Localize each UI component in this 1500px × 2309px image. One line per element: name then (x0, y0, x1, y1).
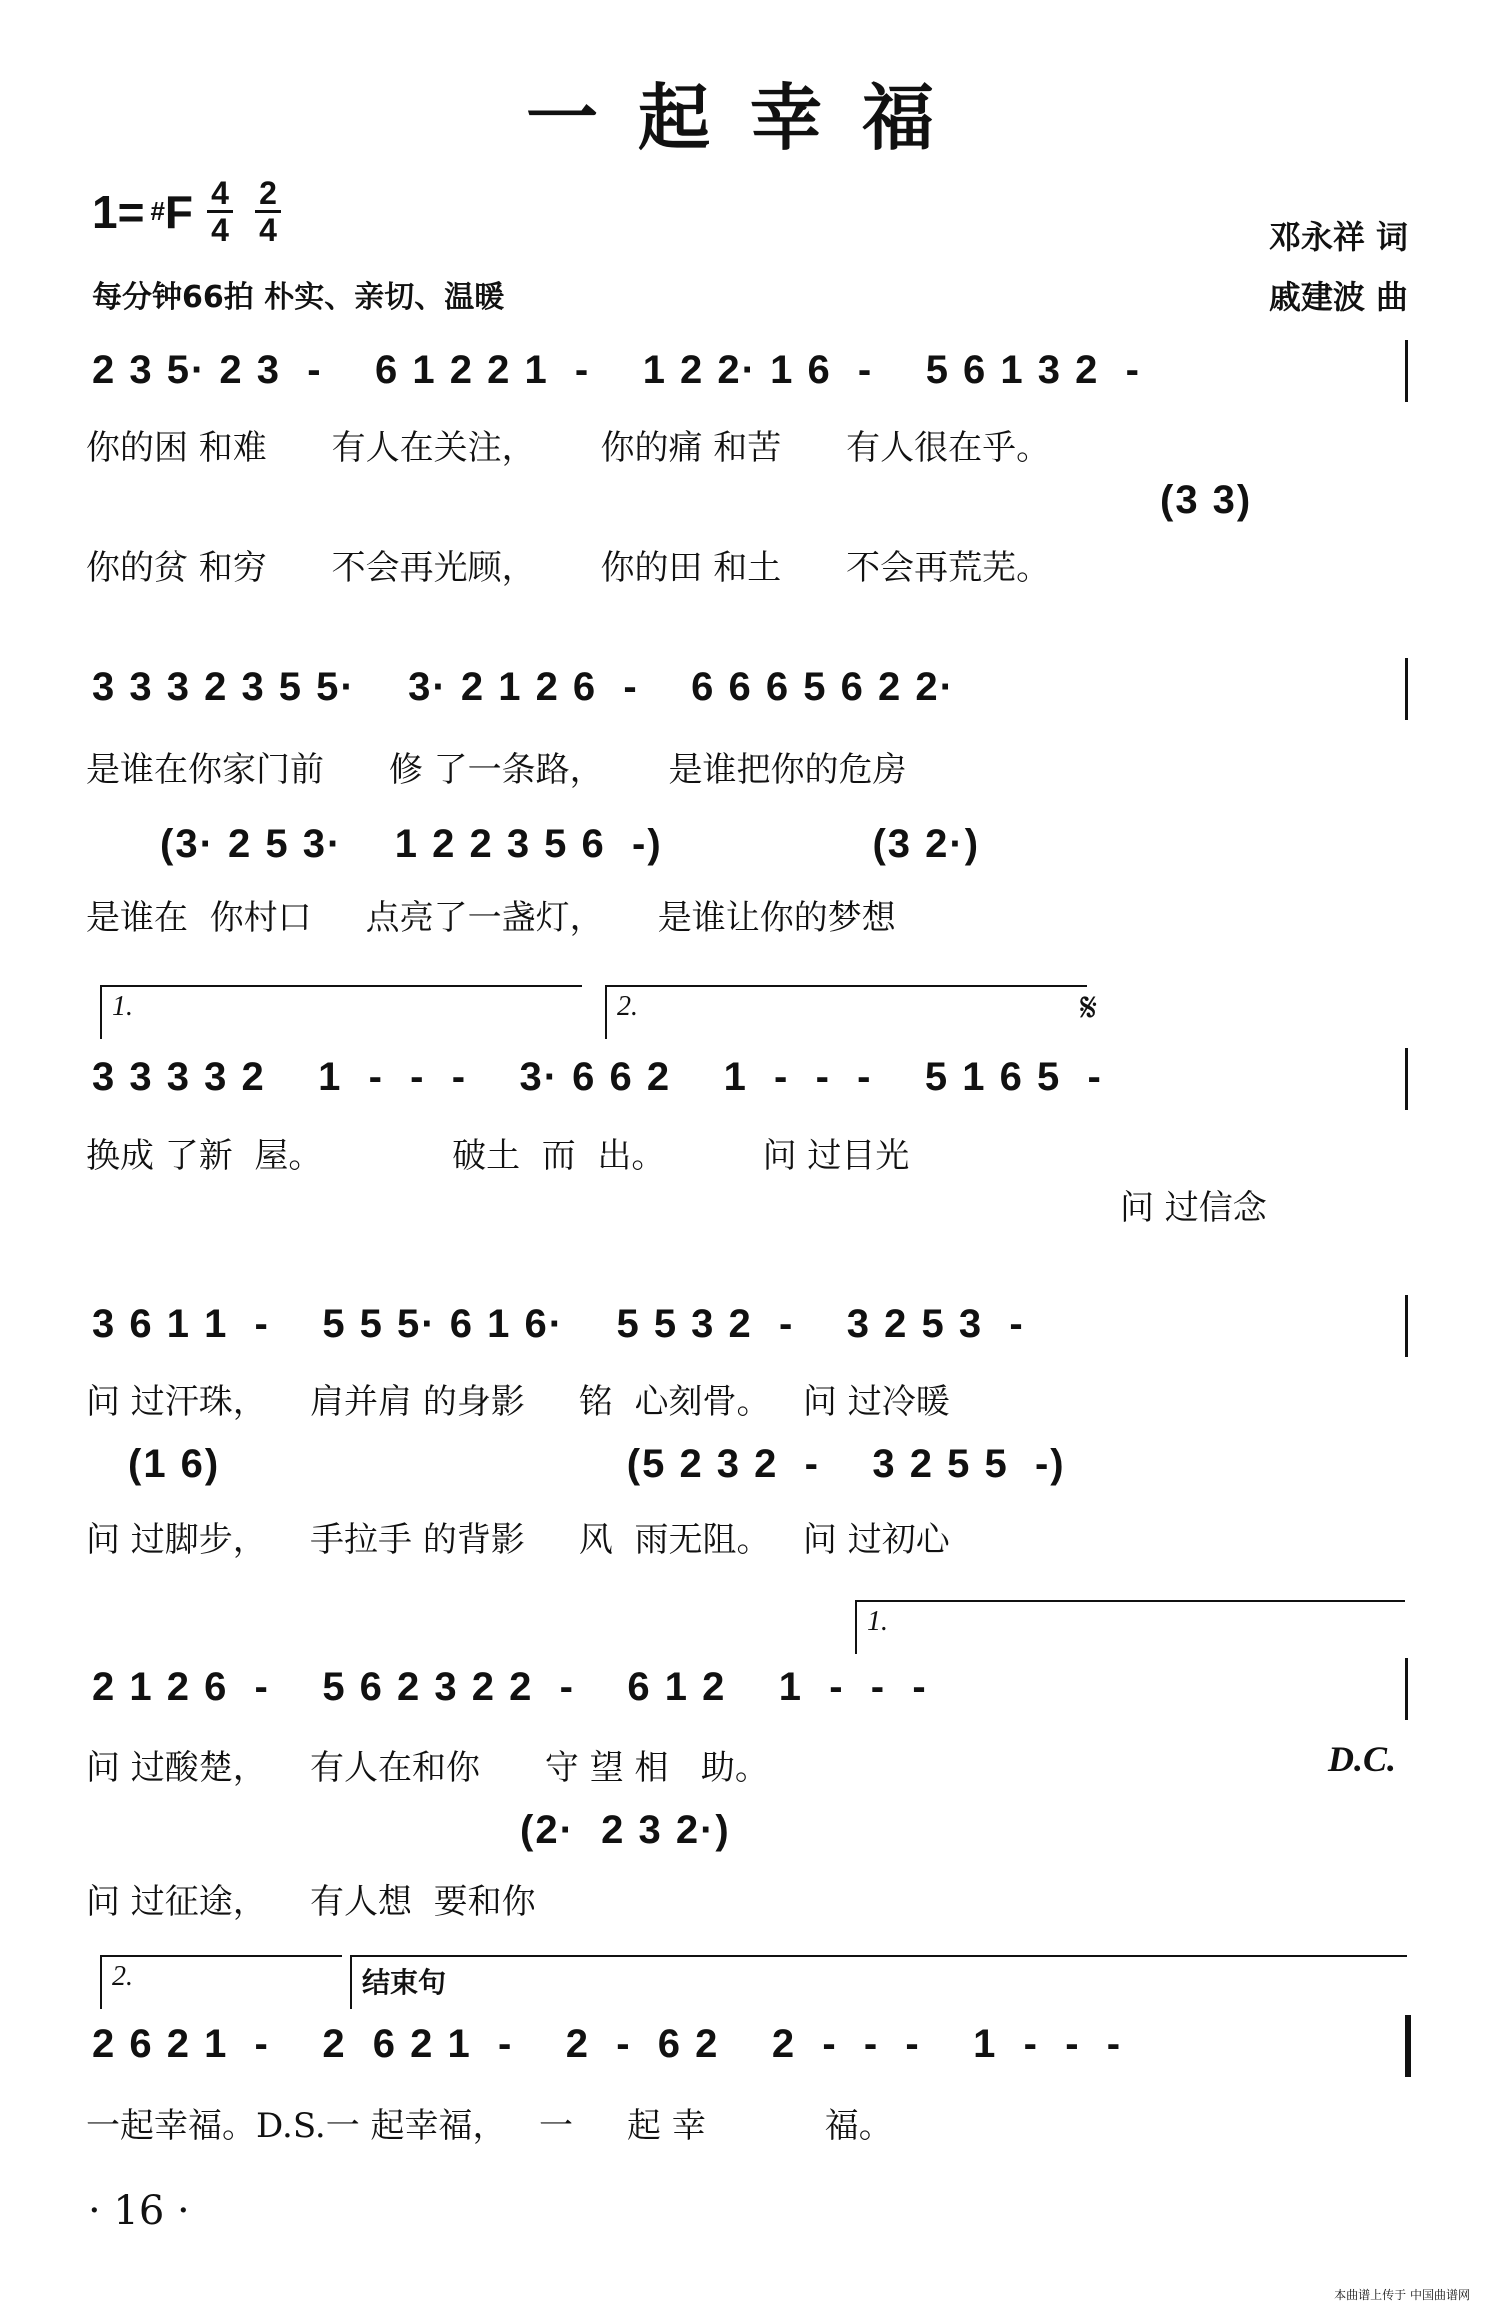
notation-row-5-alt: (2· 2 3 2·) (520, 1808, 731, 1852)
lyrics-row-3-verse-1: 换成 了新 屋。 破土 而 出。 问 过目光 (86, 1136, 910, 1176)
notation-row-4-alt: (1 6) (5 2 3 2 - 3 2 5 5 -) (128, 1442, 1066, 1486)
notation-row-6: 2 6 2 1 - 2 6 2 1 - 2 - 6 2 2 - - - 1 - - - (92, 2022, 1123, 2066)
lyrics-row-6-verse-1: 一起幸福。D.S.一 起幸福， 一 起 幸 福。 (86, 2106, 893, 2146)
segno-sign: 𝄋 (1080, 985, 1098, 1031)
page-number: · 16 · (88, 2188, 190, 2234)
barline (1405, 1658, 1408, 1720)
notation-row-1-alt: (3 3) (1160, 478, 1253, 522)
lyrics-row-5-verse-2: 问 过征途， 有人想 要和你 (86, 1882, 536, 1922)
key-signature (92, 176, 281, 247)
second-ending-label-row-6: 2. (112, 1961, 133, 1992)
notation-row-1: 2 3 5· 2 3 - 6 1 2 2 1 - 1 2 2· 1 6 - 5 6 1 3 2 - (92, 348, 1141, 392)
notation-row-5: 2 1 2 6 - 5 6 2 3 2 2 - 6 1 2 1 - - - (92, 1665, 928, 1709)
notation-row-2-alt: (3· 2 5 3· 1 2 2 3 5 6 -) (3 2·) (160, 822, 981, 866)
barline (1405, 1048, 1408, 1110)
lyrics-row-4-verse-1: 问 过汗珠， 肩并肩 的身影 铭 心刻骨。 问 过冷暖 (86, 1382, 950, 1422)
lyrics-row-5-verse-1: 问 过酸楚， 有人在和你 守 望 相 助。 (86, 1748, 769, 1788)
first-ending-bracket-row-5 (855, 1600, 1405, 1654)
lyrics-row-4-verse-2: 问 过脚步， 手拉手 的背影 风 雨无阻。 问 过初心 (86, 1520, 950, 1560)
first-ending-label-row-5: 1. (867, 1606, 888, 1637)
time-signature-1 (207, 176, 233, 247)
tempo-marking: 每分钟66拍 朴实、亲切、温暖 (92, 280, 505, 315)
barline (1405, 1295, 1408, 1357)
meter2-top: 2 (259, 175, 277, 211)
meter2-bottom: 4 (259, 212, 277, 248)
meter1-top: 4 (211, 175, 229, 211)
time-signature-2 (255, 176, 281, 247)
notation-row-2: 3 3 3 2 3 5 5· 3· 2 1 2 6 - 6 6 6 5 6 2 2· (92, 665, 955, 709)
second-ending-bracket-row-6 (100, 1955, 342, 2009)
lyrics-row-2-verse-2: 是谁在 你村口 点亮了一盏灯， 是谁让你的梦想 (86, 898, 896, 938)
barline (1405, 340, 1408, 402)
first-ending-label: 1. (112, 991, 133, 1022)
lyrics-row-1-verse-2: 你的贫 和穷 不会再光顾， 你的田 和土 不会再荒芜。 (86, 548, 1051, 588)
notation-row-4: 3 6 1 1 - 5 5 5· 6 1 6· 5 5 3 2 - 3 2 5 3 - (92, 1302, 1025, 1346)
lyrics-row-1-verse-1: 你的困 和难 有人在关注， 你的痛 和苦 有人很在乎。 (86, 428, 1051, 468)
lyrics-row-2-verse-1: 是谁在你家门前 修 了一条路， 是谁把你的危房 (86, 750, 907, 790)
final-barline (1405, 2015, 1411, 2077)
song-title: 一起幸福 (525, 75, 974, 160)
lyrics-row-3-verse-2: 问 过信念 (1120, 1188, 1267, 1228)
barline (1405, 658, 1408, 720)
key-prefix: 1= (92, 185, 145, 238)
second-ending-label: 2. (617, 991, 638, 1022)
source-footer: 本曲谱上传于 中国曲谱网 (1334, 2288, 1470, 2302)
lyricist-credit: 邓永祥 词 (1268, 218, 1408, 256)
composer-credit: 戚建波 曲 (1268, 278, 1408, 316)
sharp-sign: # (150, 196, 165, 226)
coda-label: 结束句 (362, 1966, 447, 1999)
coda-bracket (350, 1955, 1407, 2009)
dc-marking: D.C. (1328, 1739, 1397, 1779)
key-letter: F (164, 185, 194, 238)
meter1-bottom: 4 (211, 212, 229, 248)
notation-row-3: 3 3 3 3 2 1 - - - 3· 6 6 2 1 - - - 5 1 6 5 - (92, 1055, 1103, 1099)
first-ending-bracket (100, 985, 582, 1039)
second-ending-bracket (605, 985, 1087, 1039)
